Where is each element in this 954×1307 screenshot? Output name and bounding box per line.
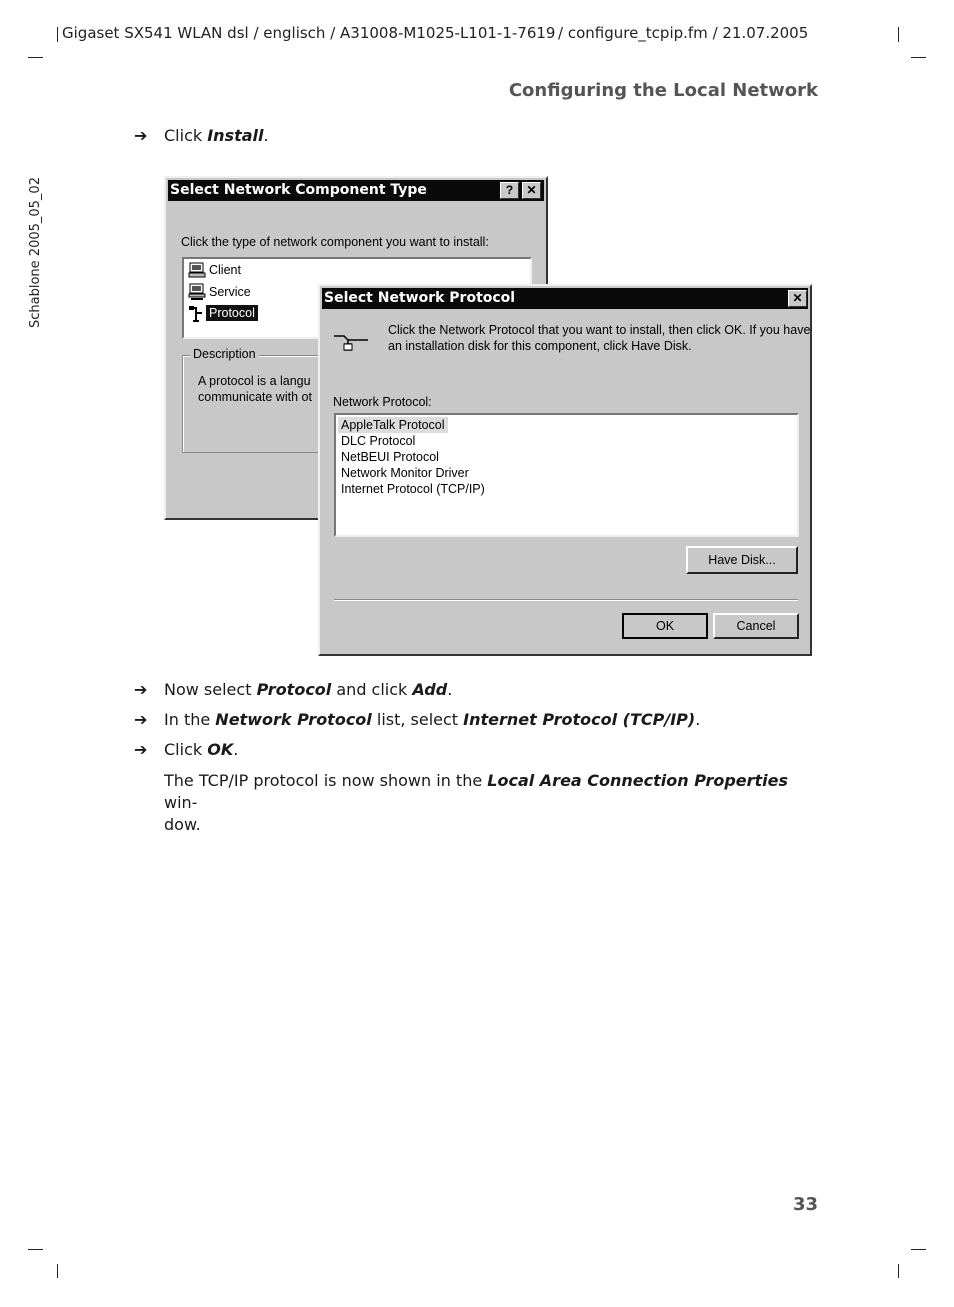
- step-text: In the: [164, 710, 216, 729]
- ui-term: Add: [412, 680, 448, 699]
- separator: [334, 599, 798, 601]
- protocol-item-tcpip[interactable]: Internet Protocol (TCP/IP): [341, 482, 485, 496]
- result-text: The TCP/IP protocol is now shown in the: [164, 771, 488, 790]
- ui-term: Local Area Connection Properties: [487, 771, 789, 790]
- step-text: list, select: [371, 710, 464, 729]
- step-text: Click: [164, 126, 208, 145]
- protocol-icon: [188, 305, 206, 323]
- result-text: dow.: [164, 815, 201, 834]
- component-prompt: Click the type of network component you want to install:: [181, 235, 489, 249]
- arrow-icon: ➔: [134, 680, 148, 699]
- step-text: .: [233, 740, 239, 759]
- header-file-info: / configure_tcpip.fm / 21.07.2005: [558, 24, 809, 42]
- description-text-1: A protocol is a langu: [198, 374, 311, 388]
- crop-mark-br: [911, 1249, 926, 1250]
- description-text-2: communicate with ot: [198, 390, 312, 404]
- arrow-icon: ➔: [134, 126, 148, 145]
- have-disk-button[interactable]: Have Disk...: [686, 546, 798, 574]
- page-number: 33: [792, 1194, 818, 1215]
- step-4: [134, 740, 238, 759]
- instruction-line-2: an installation disk for this component, click Have Disk.: [388, 339, 692, 353]
- protocol-item-network-monitor[interactable]: Network Monitor Driver: [341, 466, 469, 480]
- ok-button[interactable]: OK: [622, 613, 708, 639]
- component-item-protocol[interactable]: Protocol: [206, 305, 258, 321]
- protocol-list[interactable]: [334, 413, 799, 537]
- arrow-icon: ➔: [134, 710, 148, 729]
- ui-term: Install: [207, 126, 264, 145]
- crop-mark-bl-v: [57, 1264, 58, 1278]
- header-bar-left: [57, 27, 58, 42]
- result-text: win-: [164, 793, 198, 812]
- crop-mark-tr: [911, 57, 926, 58]
- step-3: [134, 710, 700, 729]
- header-bar-right: [898, 27, 899, 42]
- step-2: [134, 680, 452, 699]
- step-text: Now select: [164, 680, 257, 699]
- header-doc-info: Gigaset SX541 WLAN dsl / englisch / A31008-M1025-L101-1-7619: [62, 24, 556, 42]
- crop-mark-tl: [28, 57, 43, 58]
- description-label: Description: [190, 347, 259, 361]
- step-text: and click: [331, 680, 413, 699]
- step-text: Click: [164, 740, 208, 759]
- protocol-list-label: Network Protocol:: [333, 395, 432, 409]
- ui-term: OK: [207, 740, 234, 759]
- protocol-item-dlc[interactable]: DLC Protocol: [341, 434, 416, 448]
- step-text: .: [695, 710, 701, 729]
- component-item-client[interactable]: Client: [209, 263, 241, 277]
- template-label: Schablone 2005_05_02: [28, 177, 43, 328]
- client-icon: [188, 262, 206, 278]
- result-paragraph: [164, 770, 814, 836]
- step-1: [134, 126, 269, 145]
- help-button[interactable]: ?: [500, 182, 519, 199]
- instruction-line-1: Click the Network Protocol that you want to install, then click OK. If you have: [388, 323, 811, 337]
- arrow-icon: ➔: [134, 740, 148, 759]
- crop-mark-bl: [28, 1249, 43, 1250]
- step-text: .: [263, 126, 269, 145]
- step-text: .: [447, 680, 453, 699]
- service-icon: [188, 283, 206, 301]
- protocol-item-appletalk[interactable]: AppleTalk Protocol: [338, 417, 448, 433]
- ui-term: Protocol: [256, 680, 332, 699]
- close-button[interactable]: ✕: [788, 290, 807, 307]
- protocol-item-netbeui[interactable]: NetBEUI Protocol: [341, 450, 439, 464]
- description-group: [182, 355, 333, 453]
- network-protocol-dialog: [318, 284, 812, 656]
- protocol-icon: [332, 330, 372, 356]
- dialog-title: Select Network Component Type: [168, 180, 544, 201]
- ui-term: Network Protocol: [215, 710, 372, 729]
- close-button[interactable]: ✕: [522, 182, 541, 199]
- ui-term: Internet Protocol (TCP/IP): [463, 710, 696, 729]
- section-title: Configuring the Local Network: [508, 80, 818, 101]
- dialog-title: Select Network Protocol: [322, 288, 808, 309]
- component-item-service[interactable]: Service: [209, 285, 251, 299]
- cancel-button[interactable]: Cancel: [713, 613, 799, 639]
- crop-mark-br-v: [898, 1264, 899, 1278]
